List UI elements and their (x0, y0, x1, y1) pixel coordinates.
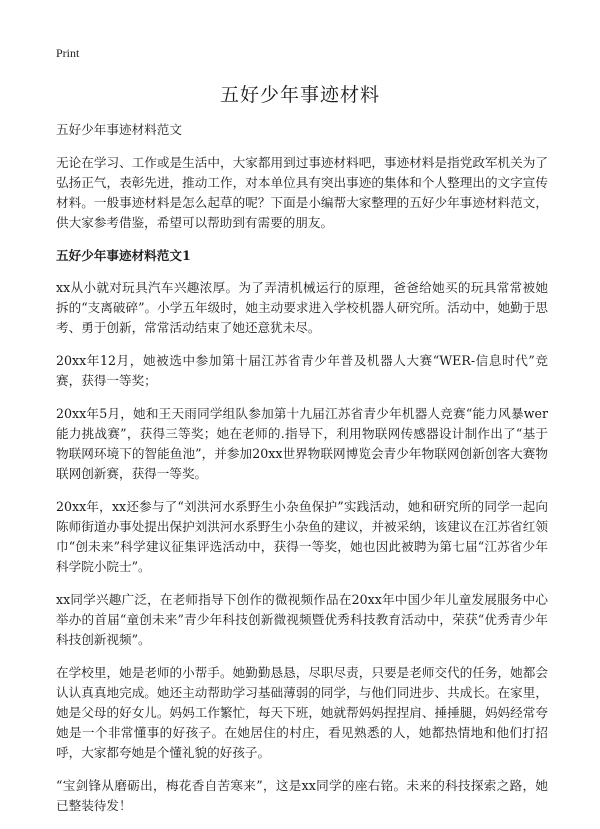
body-paragraph: 在学校里，她是老师的小帮手。她勤勤恳恳，尽职尽责，只要是老师交代的任务，她都会认认真真地完成。她还主动帮助学习基础薄弱的同学，与他们同进步、共成长。在家里，她是父母的好女儿。妈妈工作繁忙，每天下班，她就帮妈妈捏捏肩、捶捶腿，妈妈经常夸她是一个非常懂事的好孩子。在她居住的村庄，看见熟悉的人，她都热情地和他们打招呼，大家都夸她是个懂礼貌的好孩子。 (56, 665, 548, 760)
document-body (56, 120, 548, 829)
body-paragraph: xx同学兴趣广泛，在老师指导下创作的微视频作品在20xx年中国少年儿童发展服务中心举办的首届“童创未来”青少年科技创新微视频暨优秀科技教育活动中，荣获“优秀青少年科技创新视频”。 (56, 592, 548, 647)
section-heading: 五好少年事迹材料范文1 (56, 248, 191, 263)
body-paragraph: xx从小就对玩具汽车兴趣浓厚。为了弄清机械运行的原理，爸爸给她买的玩具常常被她拆的“支离破碎”。小学五年级时，她主动要求进入学校机器人研究所。活动中，她勤于思考、勇于创新，常常活动结束了她还意犹未尽。 (56, 280, 548, 335)
intro-paragraph: 无论在学习、工作或是生活中，大家都用到过事迹材料吧，事迹材料是指党政军机关为了弘扬正气，表彰先进，推动工作，对本单位具有突出事迹的集体和个人整理出的文字宣传材料。一般事迹材料是怎么起草的呢？下面是小编帮大家整理的五好少年事迹材料范文，供大家参考借鉴，希望可以帮助到有需要的朋友。 (56, 155, 548, 230)
document-title: 五好少年事迹材料 (219, 84, 380, 106)
body-paragraph: 20xx年12月，她被选中参加第十届江苏省青少年普及机器人大赛“WER-信息时代”竞赛，获得一等奖； (56, 353, 548, 388)
body-paragraph: 20xx年，xx还参与了“刘洪河水系野生小杂鱼保护”实践活动，她和研究所的同学一起向陈师街道办事处提出保护刘洪河水系野生小杂鱼的建议，并被采纳，该建议在江苏省红领巾“创未来”科学建议征集评选活动中，获得一等奖，她也因此被聘为第七届“江苏省少年科学院小院士”。 (56, 499, 548, 574)
body-paragraph: “宝剑锋从磨砺出，梅花香自苦寒来”，这是xx同学的座右铭。未来的科技探索之路，她已整装待发！ (56, 778, 548, 813)
print-link[interactable]: Print (56, 46, 80, 60)
document-subtitle: 五好少年事迹材料范文 (56, 122, 182, 137)
body-paragraph: 20xx年5月，她和王天雨同学组队参加第十九届江苏省青少年机器人竞赛“能力风暴wer能力挑战赛”，获得三等奖；她在老师的.指导下，利用物联网传感器设计制作出了“基于物联网环境下的智能鱼池”，并参加20xx世界物联网博览会青少年物联网创新创客大赛物联网创新赛，获得一等奖。 (56, 406, 548, 481)
